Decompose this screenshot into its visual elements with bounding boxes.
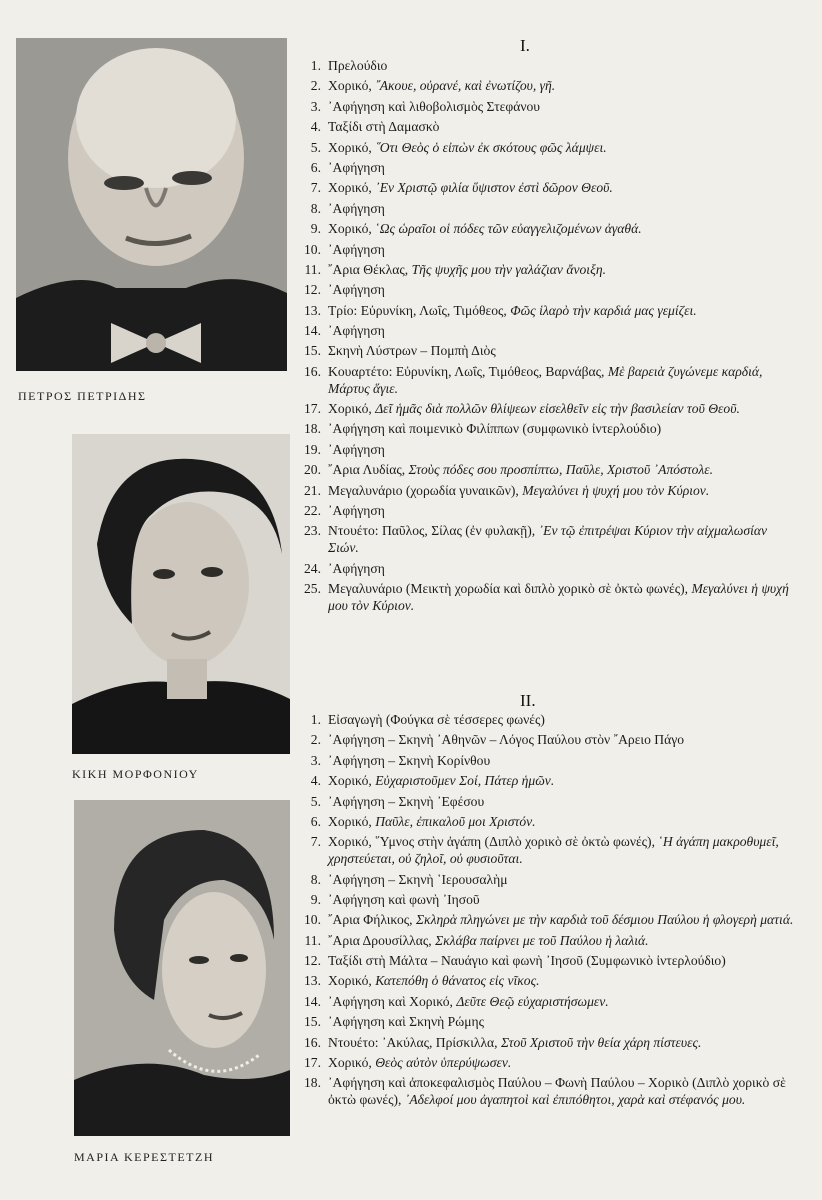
- program-item-title: Πρελούδιο: [328, 58, 388, 73]
- program-item-incipit: Θεὸς αὐτὸν ὑπερύψωσεν.: [375, 1055, 512, 1071]
- program-item-number: 4 .: [298, 119, 321, 136]
- program-item: [298, 160, 798, 177]
- program-item: [298, 483, 798, 500]
- program-item: [298, 78, 798, 95]
- program-item: [298, 814, 798, 831]
- program-item-title: ᾿Αφήγηση καὶ Χορικό,: [328, 993, 457, 1009]
- program-item-title: Μεγαλυνάριο (χορωδία γυναικῶν),: [328, 482, 523, 498]
- program-item: [298, 462, 798, 479]
- program-item-incipit: ῞Οτι Θεὸς ὁ εἰπὼν ἐκ σκότους φῶς λάμψει.: [375, 139, 607, 155]
- program-item-number: 17 .: [298, 401, 321, 418]
- program-item-number: 18 .: [298, 421, 321, 438]
- program-item-title: ᾿Αφήγηση: [328, 159, 385, 175]
- program-item: [298, 343, 798, 360]
- program-item-title: Χορικό,: [328, 180, 376, 196]
- program-item-title: ᾿Αφήγηση: [328, 560, 385, 576]
- part-2-program-list: [298, 712, 798, 1113]
- program-item-number: 17 .: [298, 1055, 321, 1072]
- program-item-number: 8 .: [298, 872, 321, 889]
- program-item: [298, 953, 798, 970]
- program-item-number: 15 .: [298, 343, 321, 360]
- program-item-incipit: Τῆς ψυχῆς μου τὴν γαλάζιαν ἄνοιξη.: [411, 261, 607, 277]
- program-item-title: Χορικό,: [328, 401, 376, 417]
- program-item: [298, 201, 798, 218]
- program-item-incipit: ῾Ως ὡραῖοι οἱ πόδες τῶν εὐαγγελιζομένων ἀγαθά.: [375, 221, 642, 237]
- program-item-number: 1 .: [298, 58, 321, 75]
- program-item-number: 10 .: [298, 242, 321, 259]
- program-item-incipit: ᾿Εν Χριστῷ φιλία ὕψιστον ἐστὶ δῶρον Θεοῦ.: [375, 180, 613, 196]
- program-item-number: 15 .: [298, 1014, 321, 1031]
- program-item-incipit: ῾Η ἀγάπη μακροθυμεῖ, χρηστεύεται, οὐ ζηλοῖ, οὐ φυσιοῦται.: [328, 834, 779, 867]
- program-item: [298, 262, 798, 279]
- program-item-number: 21 .: [298, 483, 321, 500]
- program-item-incipit: Στοῦ Χριστοῦ τὴν θεία χάρη πίστευες.: [500, 1034, 702, 1050]
- program-item-title: ᾿Αφήγηση: [328, 323, 385, 339]
- program-item-title: ῎Αρια Φήλικος,: [328, 912, 416, 928]
- program-item-number: 8 .: [298, 201, 321, 218]
- program-item: [298, 973, 798, 990]
- program-item: [298, 421, 798, 438]
- program-item-incipit: Φῶς ἱλαρὸ τὴν καρδιά μας γεμίζει.: [510, 302, 697, 318]
- program-item-title: Μεγαλυνάριο (Μεικτὴ χορωδία καὶ διπλὸ χορικὸ σὲ ὀκτὼ φωνές),: [328, 580, 692, 596]
- program-item: [298, 753, 798, 770]
- program-item-title: Κουαρτέτο: Εὐρυνίκη, Λωΐς, Τιμόθεος, Βαρνάβας,: [328, 363, 608, 379]
- caption-kiki-morfoniou: ΚΙΚΗ ΜΟΡΦΟΝΙΟΥ: [72, 767, 199, 781]
- program-item-title: Ταξίδι στὴ Δαμασκὸ: [328, 119, 440, 135]
- program-item-number: 19 .: [298, 442, 321, 459]
- program-item-incipit: Μεγαλύνει ἡ ψυχή μου τὸν Κύριον.: [522, 482, 710, 498]
- program-item-incipit: ᾿Εν τῷ ἐπιτρέψαι Κύριον τὴν αἰχμαλωσίαν Σιών.: [328, 523, 768, 556]
- program-item-title: ᾿Αφήγηση: [328, 282, 385, 298]
- program-item: [298, 892, 798, 909]
- program-item: [298, 994, 798, 1011]
- program-item-incipit: Εὐχαριστοῦμεν Σοί, Πάτερ ἡμῶν.: [375, 773, 555, 789]
- program-item-title: ᾿Αφήγηση: [328, 241, 385, 257]
- program-item-number: 18 .: [298, 1075, 321, 1092]
- program-item-number: 3 .: [298, 753, 321, 770]
- program-item: [298, 401, 798, 418]
- program-item: [298, 872, 798, 889]
- program-item-title: ᾿Αφήγηση καὶ Σκηνὴ Ρώμης: [328, 1014, 484, 1030]
- program-item-number: 23 .: [298, 523, 321, 540]
- program-item-number: 5 .: [298, 140, 321, 157]
- program-item-incipit: Σκληρὰ πληγώνει με τὴν καρδιὰ τοῦ δέσμιου Παύλου ἡ φλογερὴ ματιά.: [415, 912, 794, 928]
- program-item: [298, 1055, 798, 1072]
- program-item-title: Χορικό,: [328, 78, 376, 94]
- program-item-incipit: Σκλάβα παίρνει με τοῦ Παύλου ἡ λαλιά.: [435, 932, 649, 948]
- program-item: [298, 242, 798, 259]
- program-item-number: 10 .: [298, 912, 321, 929]
- program-item-incipit: Δεῦτε Θεῷ εὐχαριστήσωμεν.: [456, 993, 609, 1009]
- program-item: [298, 364, 798, 398]
- program-item-number: 6 .: [298, 814, 321, 831]
- program-item-title: Εἰσαγωγὴ (Φούγκα σὲ τέσσερες φωνές): [328, 712, 545, 727]
- program-item: [298, 523, 798, 557]
- program-item-incipit: ᾿Αδελφοί μου ἀγαπητοὶ καὶ ἐπιπόθητοι, χαρὰ καὶ στέφανός μου.: [404, 1092, 746, 1108]
- program-item-number: 9 .: [298, 221, 321, 238]
- program-item: [298, 933, 798, 950]
- program-item-number: 11 .: [298, 933, 321, 950]
- program-item: [298, 221, 798, 238]
- program-item: [298, 1035, 798, 1052]
- program-item: [298, 58, 798, 75]
- program-item: [298, 561, 798, 578]
- program-item-number: 7 .: [298, 834, 321, 851]
- part-2-heading: II.: [520, 691, 536, 710]
- program-item-title: Σκηνὴ Λύστρων – Πομπὴ Διὸς: [328, 343, 496, 359]
- program-item-number: 13 .: [298, 303, 321, 320]
- program-item-title: ᾿Αφήγηση – Σκηνὴ Κορίνθου: [328, 752, 491, 768]
- program-item-number: 12 .: [298, 953, 321, 970]
- program-item: [298, 1075, 798, 1109]
- program-item-incipit: Κατεπόθη ὁ θάνατος εἰς νῖκος.: [375, 973, 540, 989]
- program-item-title: ᾿Αφήγηση καὶ φωνὴ ᾿Ιησοῦ: [328, 891, 480, 907]
- program-item-title: ᾿Αφήγηση: [328, 200, 385, 216]
- program-item-incipit: ῎Ακουε, οὐρανέ, καὶ ἐνωτίζου, γῆ.: [375, 78, 556, 94]
- program-item-incipit: Στοὺς πόδες σου προσπίπτω, Παῦλε, Χριστοῦ ᾿Απόστολε.: [408, 462, 714, 478]
- program-item-number: 20 .: [298, 462, 321, 479]
- program-item-title: Ταξίδι στὴ Μάλτα – Ναυάγιο καὶ φωνὴ ᾿Ιησοῦ (Συμφωνικὸ ἰντερλούδιο): [328, 953, 726, 969]
- caption-maria-kerestetzi: ΜΑΡΙΑ ΚΕΡΕΣΤΕΤΖΗ: [74, 1150, 214, 1164]
- program-item-title: Χορικό,: [328, 813, 376, 829]
- program-item-title: ῎Αρια Δρουσίλλας,: [328, 932, 436, 948]
- portrait-photo-petros-petridis: [16, 38, 287, 371]
- program-item-title: Χορικό,: [328, 139, 376, 155]
- program-item-number: 5 .: [298, 794, 321, 811]
- program-item-title: ᾿Αφήγηση – Σκηνὴ ᾿Αθηνῶν – Λόγος Παύλου στὸν ῎Αρειο Πάγο: [328, 732, 685, 748]
- program-item-number: 16 .: [298, 1035, 321, 1052]
- program-item-title: ᾿Αφήγηση καὶ ἀποκεφαλισμὸς Παύλου – Φωνὴ Παύλου – Χορικὸ (Διπλὸ χορικὸ σὲ ὀκτὼ φωνές),: [328, 1075, 786, 1108]
- program-item: [298, 912, 798, 929]
- program-item: [298, 1014, 798, 1031]
- program-item: [298, 323, 798, 340]
- program-item: [298, 503, 798, 520]
- program-item: [298, 794, 798, 811]
- program-item: [298, 773, 798, 790]
- program-item-title: ᾿Αφήγηση: [328, 503, 385, 518]
- program-item-number: 6 .: [298, 160, 321, 177]
- program-item-title: Χορικό,: [328, 1055, 376, 1071]
- program-item-number: 14 .: [298, 994, 321, 1011]
- program-item-title: ᾿Αφήγηση – Σκηνὴ ῾Ιερουσαλὴμ: [328, 871, 508, 887]
- program-item-title: Χορικό,: [328, 221, 376, 237]
- program-item-number: 2 .: [298, 732, 321, 749]
- program-item-title: Τρίο: Εὐρυνίκη, Λωΐς, Τιμόθεος,: [328, 302, 511, 318]
- program-item-title: Χορικό,: [328, 973, 376, 989]
- portrait-photo-maria-kerestetzi: [74, 800, 290, 1136]
- program-item-number: 25 .: [298, 581, 321, 598]
- program-item: [298, 119, 798, 136]
- program-item-title: ᾿Αφήγηση καὶ λιθοβολισμὸς Στεφάνου: [328, 98, 541, 114]
- program-item: [298, 732, 798, 749]
- program-item-number: 1 .: [298, 712, 321, 729]
- program-item-title: ῎Αρια Θέκλας,: [328, 261, 412, 277]
- program-item-number: 12 .: [298, 282, 321, 299]
- program-item-incipit: Παῦλε, ἐπικαλοῦ μοι Χριστόν.: [375, 813, 536, 829]
- program-item-number: 3 .: [298, 99, 321, 116]
- program-item-incipit: Δεῖ ἡμᾶς διὰ πολλῶν θλίψεων εἰσελθεῖν εἰς τὴν βασιλείαν τοῦ Θεοῦ.: [375, 401, 740, 417]
- program-item: [298, 712, 798, 729]
- program-item-number: 9 .: [298, 892, 321, 909]
- program-item-title: Ντουέτο: Παῦλος, Σίλας (ἐν φυλακῇ),: [328, 523, 539, 539]
- program-item: [298, 99, 798, 116]
- program-item-number: 4 .: [298, 773, 321, 790]
- program-item: [298, 180, 798, 197]
- program-item: [298, 581, 798, 615]
- program-item-number: 24 .: [298, 561, 321, 578]
- program-item: [298, 140, 798, 157]
- program-item-incipit: Μεγαλύνει ἡ ψυχή μου τὸν Κύριον.: [328, 580, 789, 613]
- program-item: [298, 282, 798, 299]
- program-item: [298, 442, 798, 459]
- program-item-number: 7 .: [298, 180, 321, 197]
- program-item-title: ᾿Αφήγηση – Σκηνὴ ᾿Εφέσου: [328, 793, 485, 809]
- program-item-title: Ντουέτο: ᾿Ακύλας, Πρίσκιλλα,: [328, 1034, 501, 1050]
- program-item-title: Χορικό,: [328, 773, 376, 789]
- program-item-number: 2 .: [298, 78, 321, 95]
- program-item-incipit: Μὲ βαρειὰ ζυγώνεμε καρδιά, Μάρτυς ἅγιε.: [328, 363, 763, 396]
- program-item-title: Χορικό, ῞Υμνος στὴν ἀγάπη (Διπλὸ χορικὸ σὲ ὀκτὼ φωνές),: [328, 834, 659, 850]
- part-1-program-list: [298, 58, 798, 618]
- program-item-title: ᾿Αφήγηση καὶ ποιμενικὸ Φιλίππων (συμφωνικὸ ἰντερλούδιο): [328, 421, 662, 437]
- program-item-number: 22 .: [298, 503, 321, 520]
- program-item-number: 14 .: [298, 323, 321, 340]
- part-1-heading: I.: [520, 36, 530, 55]
- program-item-number: 13 .: [298, 973, 321, 990]
- program-item-number: 11 .: [298, 262, 321, 279]
- program-item: [298, 834, 798, 868]
- program-item: [298, 303, 798, 320]
- portrait-photo-kiki-morfoniou: [72, 434, 290, 754]
- caption-petros-petridis: ΠΕΤΡΟΣ ΠΕΤΡΙΔΗΣ: [18, 389, 147, 403]
- program-item-number: 16 .: [298, 364, 321, 381]
- program-item-title: ᾿Αφήγηση: [328, 441, 385, 457]
- program-item-title: ῎Αρια Λυδίας,: [328, 462, 409, 478]
